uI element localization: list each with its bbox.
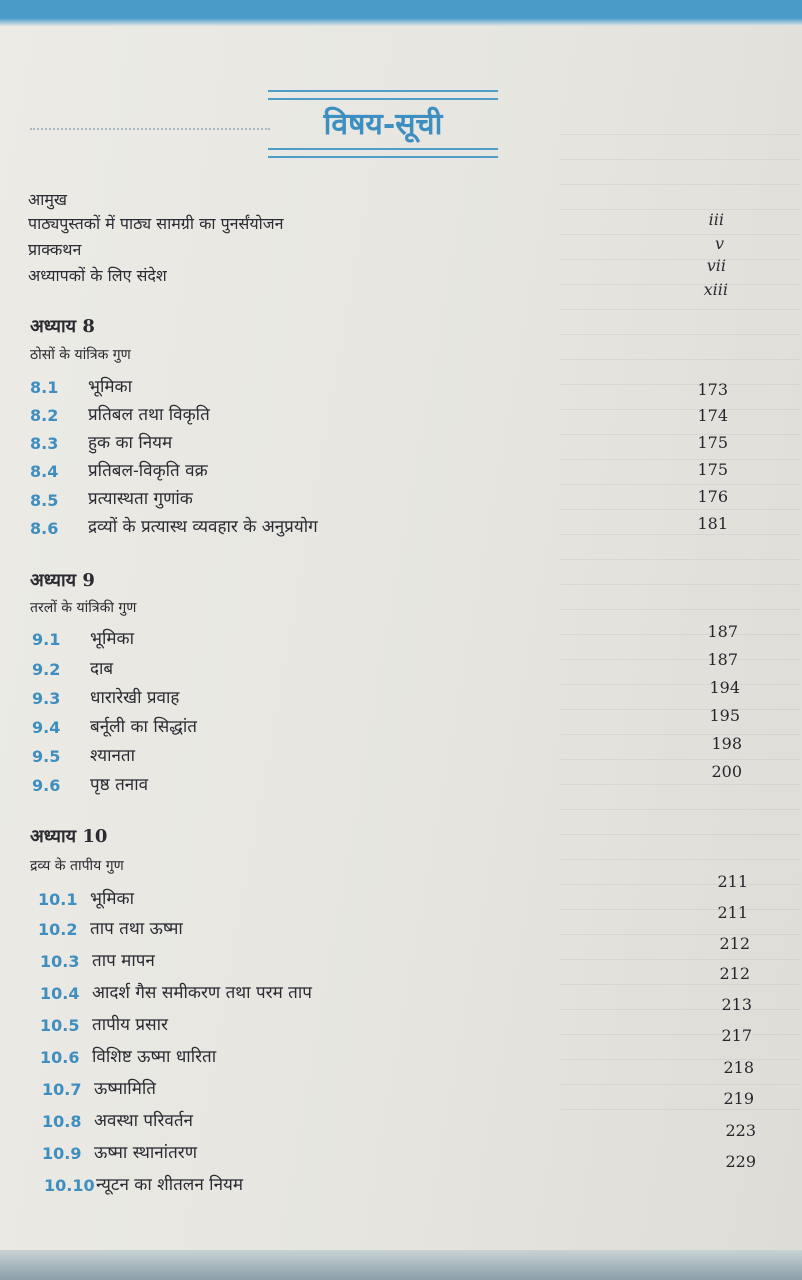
section-page: 213 [721,995,752,1014]
section-title: भूमिका [90,629,134,649]
page-bottom-edge [0,1250,802,1280]
chapter-heading: अध्याय 8 [30,316,95,337]
section-title: प्रत्यास्थता गुणांक [88,489,193,509]
section-title: न्यूटन का शीतलन नियम [96,1175,244,1195]
section-number: 8.2 [30,406,59,425]
section-number: 10.4 [40,984,80,1003]
section-page: 217 [721,1026,752,1045]
section-number: 8.6 [30,519,59,538]
section-page: 187 [707,622,738,641]
chapter-subtitle: ठोसों के यांत्रिक गुण [30,347,131,363]
section-page: 212 [719,964,750,983]
section-number: 9.5 [32,747,61,766]
section-number: 9.1 [32,630,61,649]
section-title: ऊष्मामिति [94,1079,156,1099]
section-number: 10.1 [38,890,78,909]
section-page: 198 [711,734,742,753]
section-number: 10.6 [40,1048,80,1067]
title-box [268,90,498,158]
section-page: 175 [697,460,728,479]
section-title: भूमिका [90,889,134,909]
section-title: दाब [90,659,114,679]
title-rule-top-inner [268,98,498,100]
section-title: भूमिका [88,377,132,397]
section-title: प्रतिबल-विकृति वक्र [88,461,208,481]
section-page: 181 [697,514,728,533]
chapter-heading: अध्याय 10 [30,826,108,847]
section-number: 9.2 [32,660,61,679]
title-rule-bottom-inner [268,148,498,150]
front-matter-item: अध्यापकों के लिए संदेश [28,266,167,285]
section-title: बर्नूली का सिद्धांत [90,717,197,737]
front-matter-page: xiii [703,280,728,299]
title-rule-bottom [268,156,498,158]
dotted-divider [30,128,270,130]
section-title: ऊष्मा स्थानांतरण [94,1143,198,1163]
section-number: 10.5 [40,1016,80,1035]
section-title: प्रतिबल तथा विकृति [88,405,210,425]
section-page: 176 [697,487,728,506]
front-matter-item: आमुख [28,190,68,209]
section-page: 195 [709,706,740,725]
chapter-heading: अध्याय 9 [30,570,95,591]
section-title: आदर्श गैस समीकरण तथा परम ताप [92,983,312,1003]
section-number: 10.8 [42,1112,82,1131]
section-title: द्रव्यों के प्रत्यास्थ व्यवहार के अनुप्रयोग [88,517,318,537]
section-number: 10.10 [44,1176,95,1195]
front-matter-page: vii [706,256,726,275]
section-number: 10.9 [42,1144,82,1163]
front-matter-page: v [714,234,724,253]
section-title: विशिष्ट ऊष्मा धारिता [92,1047,217,1067]
section-page: 218 [723,1058,754,1077]
chapter-subtitle: तरलों के यांत्रिकी गुण [30,600,137,616]
section-number: 9.3 [32,689,61,708]
section-page: 173 [697,380,728,399]
section-title: श्यानता [90,746,136,766]
section-number: 8.5 [30,491,59,510]
section-page: 175 [697,433,728,452]
section-number: 8.3 [30,434,59,453]
section-title: ताप मापन [92,951,155,971]
section-number: 9.4 [32,718,61,737]
section-title: पृष्ठ तनाव [90,775,149,795]
section-page: 219 [723,1089,754,1108]
section-number: 8.4 [30,462,59,481]
front-matter-page: iii [708,210,724,229]
section-page: 212 [719,934,750,953]
section-number: 10.3 [40,952,80,971]
section-title: धारारेखी प्रवाह [90,688,180,708]
section-page: 223 [725,1121,756,1140]
section-page: 211 [717,903,748,922]
section-title: अवस्था परिवर्तन [94,1111,193,1131]
section-title: हुक का नियम [88,433,173,453]
page-top-edge [0,0,802,26]
front-matter-item: प्राक्कथन [28,240,82,259]
section-page: 229 [725,1152,756,1171]
chapter-subtitle: द्रव्य के तापीय गुण [30,858,124,874]
section-page: 211 [717,872,748,891]
section-page: 174 [697,406,728,425]
section-title: ताप तथा ऊष्मा [90,919,183,939]
section-page: 187 [707,650,738,669]
title-rule-top [268,90,498,92]
section-number: 10.7 [42,1080,82,1099]
front-matter-item: पाठ्यपुस्तकों में पाठ्य सामग्री का पुनर्संयोजन [28,214,284,233]
section-page: 200 [711,762,742,781]
section-number: 9.6 [32,776,61,795]
section-number: 10.2 [38,920,78,939]
section-page: 194 [709,678,740,697]
page-title: विषय-सूची [323,107,443,142]
section-title: तापीय प्रसार [92,1015,168,1035]
section-number: 8.1 [30,378,59,397]
